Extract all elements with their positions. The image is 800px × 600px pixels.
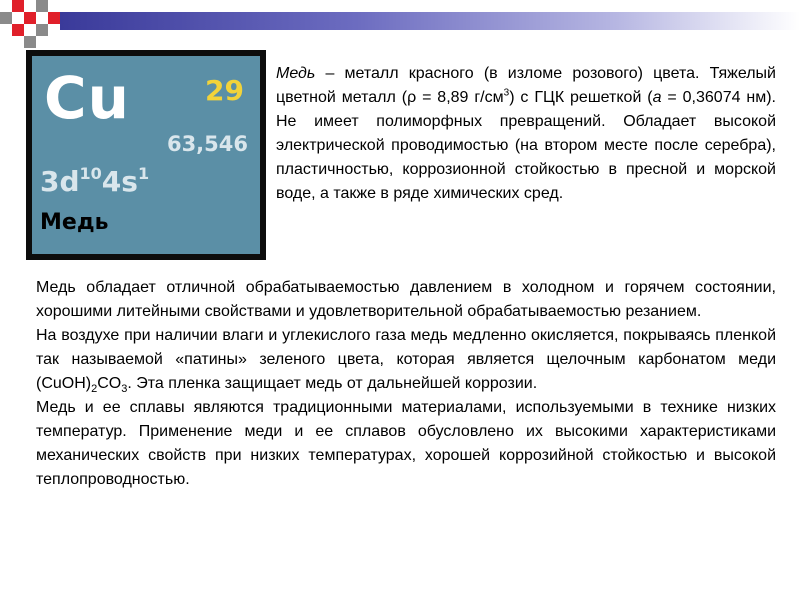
paragraph-2-sub-2: 3: [121, 383, 128, 396]
description-sup: 3: [503, 87, 510, 99]
element-tile: [26, 50, 266, 260]
main-text: [36, 276, 776, 492]
header-gradient-bar: [60, 12, 800, 30]
element-tile-face: [32, 56, 260, 254]
element-description: [276, 62, 776, 206]
config-sup-2: 1: [137, 164, 150, 183]
description-text-c: = 0,36074 нм). Не имеет полиморфных превращений. Обладает высокой электрической проводимостью (на втором месте после серебра), пластичностью, коррозионной стойкостью в пресной и морской воде, а также в ряде химических сред.: [276, 89, 776, 202]
config-part-2: 4s: [101, 165, 138, 198]
description-text-b: ) с ГЦК решеткой (: [509, 89, 653, 106]
paragraph-3: Медь и ее сплавы являются традиционными материалами, используемыми в технике низких температур. Применение меди и ее сплавов обусловлено их высокими характеристиками механических свойств при низких температурах, хорошей коррозийной стойкостью и высокой теплопроводностью.: [36, 399, 776, 488]
electron-configuration: [40, 164, 149, 198]
description-text-a: – металл красного (в изломе розового) цвета. Тяжелый цветной металл (ρ = 8,89 г/см: [276, 65, 776, 106]
paragraph-2: [36, 324, 776, 396]
element-symbol: Cu: [44, 64, 130, 132]
description-lead: Медь: [276, 65, 316, 82]
paragraph-2-sub-1: 2: [91, 383, 98, 396]
element-name: Медь: [40, 210, 109, 235]
config-part-1: 3d: [40, 165, 80, 198]
checker-decoration: [0, 0, 60, 48]
paragraph-2-text-b: CO: [97, 375, 122, 392]
config-sup-1: 10: [79, 164, 102, 183]
atomic-mass: 63,546: [166, 132, 248, 156]
paragraph-2-text-c: . Эта пленка защищает медь от дальнейшей коррозии.: [127, 375, 538, 392]
description-italic-a: а: [652, 89, 662, 106]
paragraph-2-text-a: На воздухе при наличии влаги и углекислого газа медь медленно окисляется, покрываясь пленкой так называемой «патины» зеленого цвета, которая является щелочным карбонатом меди (CuOH): [36, 327, 776, 392]
atomic-number: 29: [205, 74, 244, 107]
paragraph-1: Медь обладает отличной обрабатываемостью давлением в холодном и горячем состоянии, хорошими литейными свойствами и удовлетворительной обрабатываемостью резанием.: [36, 279, 776, 320]
